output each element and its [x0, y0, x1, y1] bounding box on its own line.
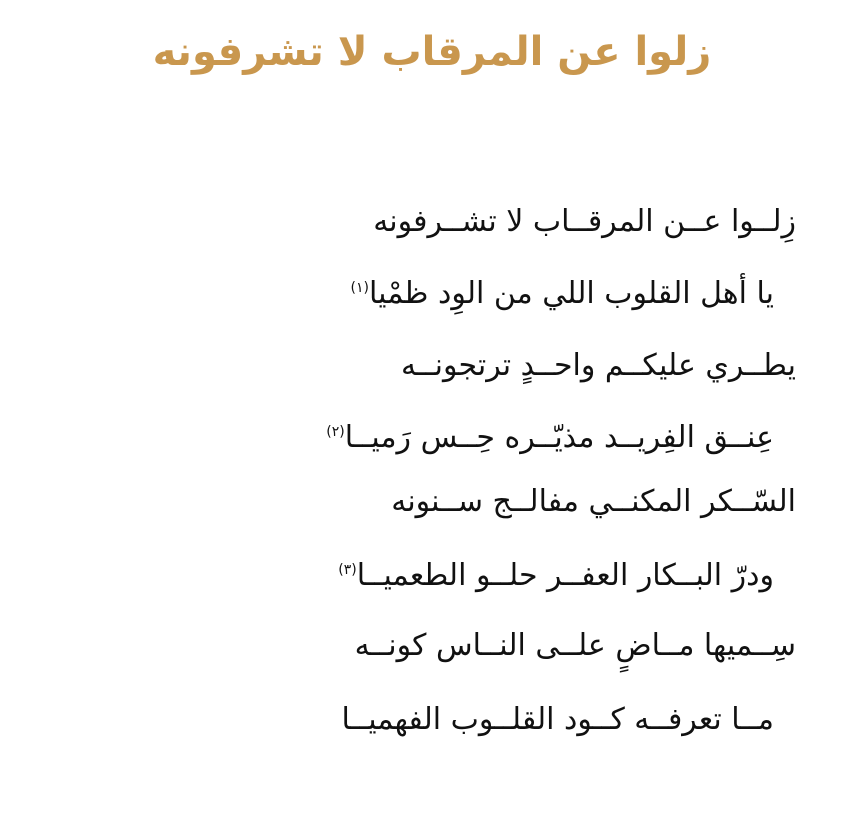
- verse-line-3: [401, 344, 796, 388]
- footnote-marker: (٣): [338, 562, 357, 578]
- verse-text: يا أهل القلوب اللي من الوِد ظمْيا: [369, 276, 774, 311]
- verse-line-7: [355, 624, 796, 668]
- verse-text: عِنــق الفِريــد مذيّــره حِــس رَميــا: [344, 420, 774, 455]
- verse-line-5: [391, 480, 796, 524]
- verse-line-1: [373, 200, 796, 244]
- verse-line-6: [338, 554, 774, 598]
- verse-text: السّــكر المكنــي مفالــج ســنونه: [391, 484, 796, 519]
- verse-line-4: [326, 416, 774, 460]
- verse-text: مــا تعرفــه كــود القلــوب الفهميــا: [341, 702, 774, 737]
- verse-line-2: [351, 272, 774, 316]
- verse-text: ودرّ البــكار العفــر حلــو الطعميــا: [356, 558, 774, 593]
- verse-text: يطــري عليكــم واحــدٍ ترتجونــه: [401, 348, 796, 383]
- footnote-marker: (١): [350, 280, 370, 296]
- poem-title: زلوا عن المرقاب لا تشرفونه: [152, 29, 712, 75]
- footnote-marker: (٢): [326, 424, 345, 440]
- verse-text: سِــميها مــاضٍ علــى النــاس كونــه: [354, 628, 796, 663]
- verse-line-8: [341, 698, 774, 742]
- verse-text: زِلــوا عــن المرقــاب لا تشــرفونه: [373, 204, 796, 239]
